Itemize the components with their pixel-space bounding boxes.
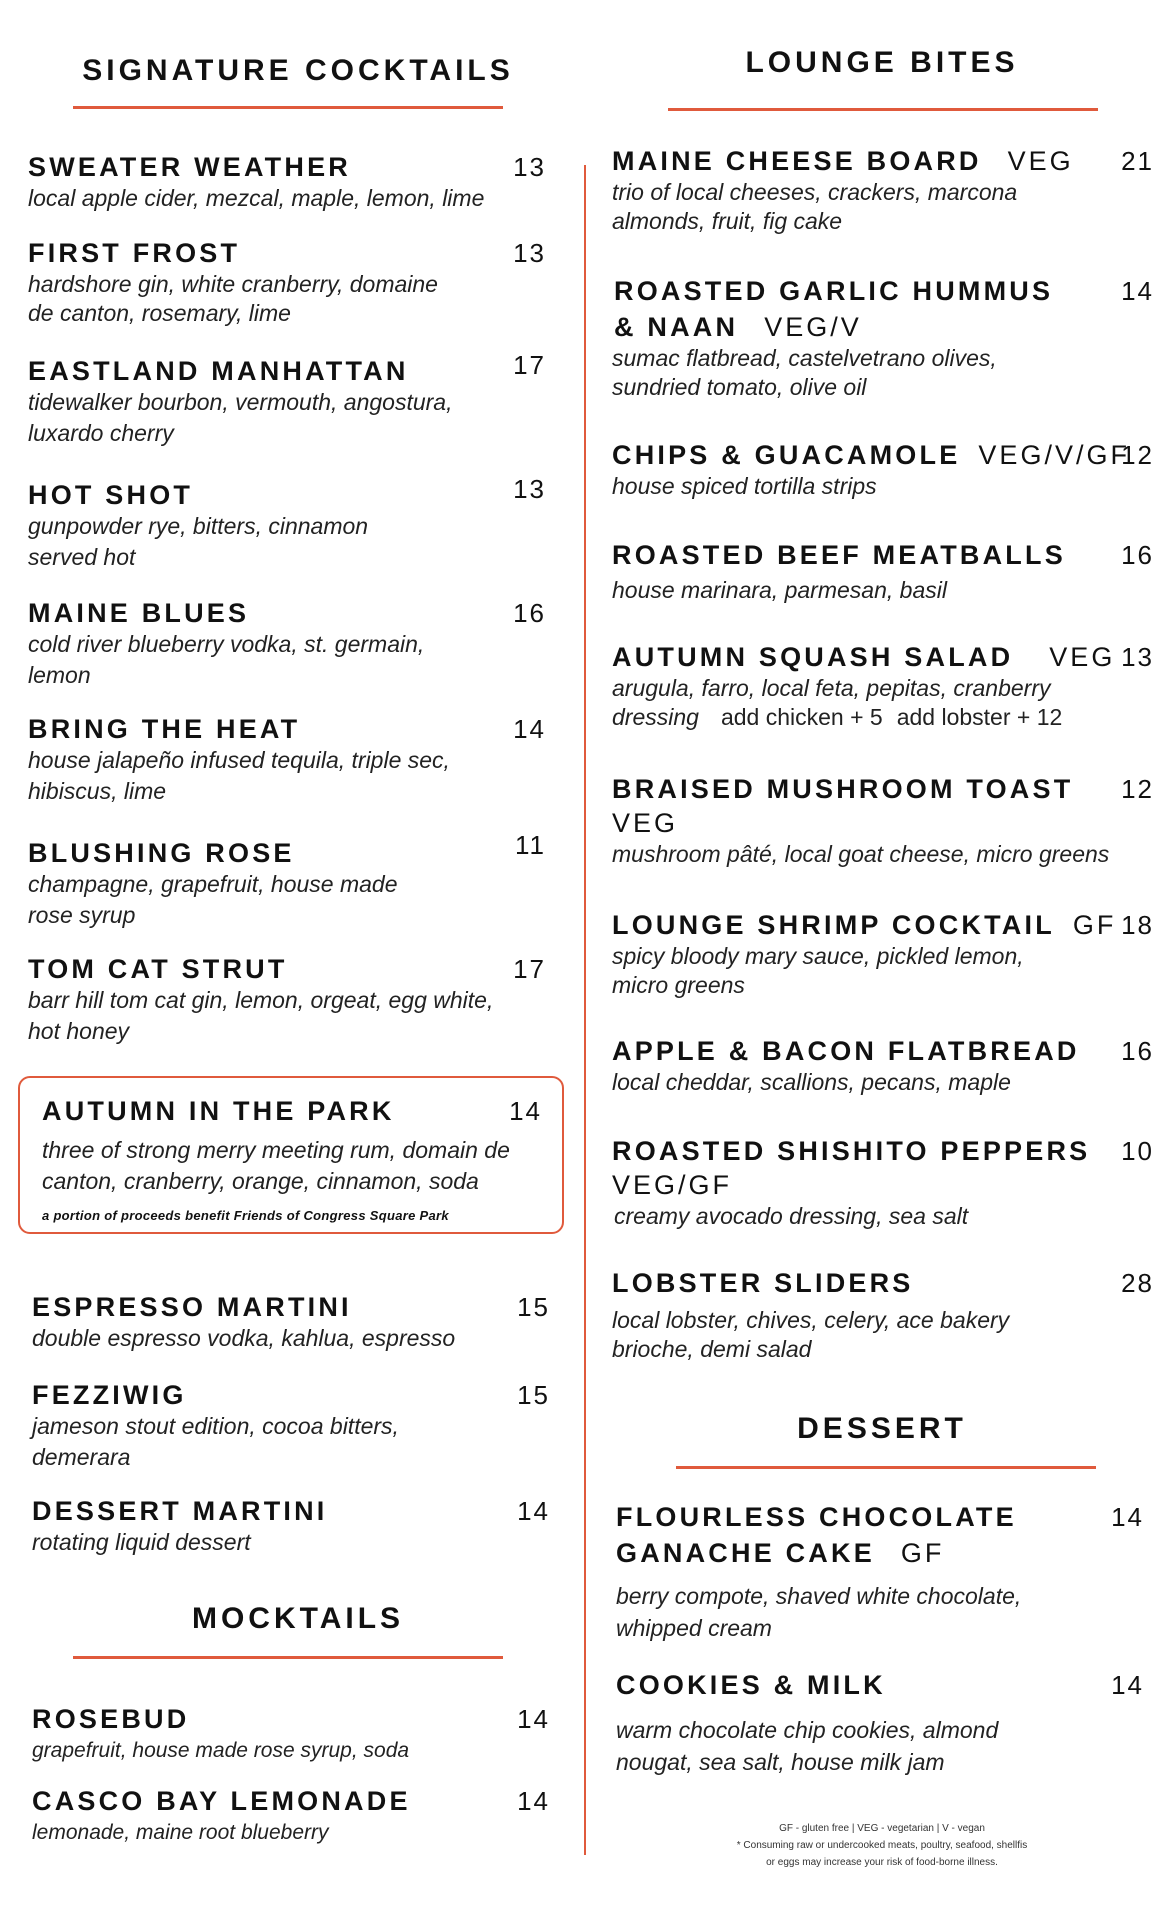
item-description: served hot [28, 544, 136, 570]
charity-note: a portion of proceeds benefit Friends of Congress Square Park [42, 1208, 449, 1223]
item-description: grapefruit, house made rose syrup, soda [32, 1739, 410, 1762]
item-name-text: MAINE CHEESE BOARD [612, 146, 982, 176]
item-price: 15 [517, 1292, 550, 1322]
item-price: 16 [513, 598, 546, 628]
item-description: gunpowder rye, bitters, cinnamon [28, 513, 369, 539]
item-price: 14 [517, 1496, 550, 1526]
item-description: house spiced tortilla strips [612, 473, 877, 499]
menu-item [612, 1668, 1160, 1778]
section-rule [676, 1466, 1096, 1469]
legend-line: GF - gluten free | VEG - vegetarian | V - vegan [779, 1823, 985, 1834]
item-price: 16 [1121, 540, 1154, 570]
item-description: almonds, fruit, fig cake [612, 208, 843, 234]
item-description: house marinara, parmesan, basil [612, 577, 947, 603]
item-description: sundried tomato, olive oil [612, 374, 867, 400]
item-price: 10 [1121, 1136, 1154, 1166]
menu-item [612, 538, 1160, 605]
item-name [612, 1536, 1160, 1570]
item-description: warm chocolate chip cookies, almond [616, 1717, 999, 1743]
item-description: demerara [32, 1444, 131, 1470]
item-description: nougat, sea salt, house milk jam [616, 1749, 945, 1775]
item-description: sumac flatbread, castelvetrano olives, [612, 345, 997, 371]
item-name: BRING THE HEAT [28, 714, 301, 744]
menu-item [612, 438, 1160, 501]
dietary-legend [672, 1820, 1092, 1871]
menu-item [612, 772, 1160, 869]
menu-item [28, 474, 568, 572]
menu-item [612, 144, 1160, 236]
menu-item [612, 1500, 1160, 1644]
add-on-option: add chicken + 5 [720, 704, 883, 730]
dietary-tag: VEG/V/GF [978, 440, 1130, 470]
item-description: hot honey [28, 1018, 130, 1044]
menu-item [612, 274, 1160, 402]
item-price: 17 [513, 954, 546, 984]
item-name: ESPRESSO MARTINI [32, 1292, 352, 1322]
menu-item [612, 640, 1160, 732]
item-price: 13 [513, 474, 546, 504]
item-name-text: LOUNGE SHRIMP COCKTAIL [612, 910, 1055, 940]
item-description-line [612, 703, 1160, 732]
item-price: 13 [513, 152, 546, 182]
item-description: jameson stout edition, cocoa bitters, [32, 1413, 399, 1439]
item-name: FIRST FROST [28, 238, 241, 268]
item-price: 11 [515, 830, 546, 860]
item-price: 14 [517, 1786, 550, 1816]
menu-item [28, 596, 568, 690]
item-description: spicy bloody mary sauce, pickled lemon, [612, 943, 1024, 969]
column-divider [584, 165, 586, 1855]
item-description: trio of local cheeses, crackers, marcona [612, 179, 1018, 205]
legend-line: or eggs may increase your risk of food-borne illness. [766, 1857, 998, 1868]
item-description: berry compote, shaved white chocolate, [616, 1583, 1022, 1609]
item-name [612, 640, 1160, 674]
menu-item [28, 1494, 568, 1557]
item-description: hardshore gin, white cranberry, domaine [28, 271, 438, 297]
item-name [612, 438, 1160, 472]
item-price: 14 [1111, 1502, 1144, 1532]
item-name: ROASTED SHISHITO PEPPERS [612, 1136, 1091, 1166]
item-price: 13 [513, 238, 546, 268]
item-name: AUTUMN IN THE PARK [42, 1096, 395, 1126]
section-rule [73, 1656, 503, 1659]
featured-cocktail-box [18, 1076, 564, 1234]
item-description: lemon [28, 662, 91, 688]
section-title-cocktails: SIGNATURE COCKTAILS [82, 54, 514, 87]
menu-item [612, 1034, 1160, 1097]
dietary-tag: GF [1072, 910, 1117, 940]
item-name: CASCO BAY LEMONADE [32, 1786, 411, 1816]
section-title-dessert: DESSERT [797, 1412, 967, 1445]
item-price: 16 [1121, 1036, 1154, 1066]
item-description: local lobster, chives, celery, ace bakery [612, 1307, 1010, 1333]
section-rule [668, 108, 1098, 111]
menu-item [28, 1784, 568, 1847]
item-name: DESSERT MARTINI [32, 1496, 328, 1526]
item-price: 28 [1121, 1268, 1154, 1298]
menu-item [612, 908, 1160, 1000]
item-description: local cheddar, scallions, pecans, maple [612, 1069, 1011, 1095]
item-description: barr hill tom cat gin, lemon, orgeat, egg white, [28, 987, 494, 1013]
section-title-lounge-bites: LOUNGE BITES [745, 46, 1019, 79]
section-title-mocktails: MOCKTAILS [191, 1602, 405, 1635]
item-description: cold river blueberry vodka, st. germain, [28, 631, 425, 657]
item-price: 18 [1121, 910, 1154, 940]
item-name-text: & NAAN [614, 312, 739, 342]
item-price: 14 [513, 714, 546, 744]
item-name: SWEATER WEATHER [28, 152, 351, 182]
item-description: local apple cider, mezcal, maple, lemon, lime [28, 185, 485, 211]
item-description: luxardo cherry [28, 420, 174, 446]
item-name: MAINE BLUES [28, 598, 250, 628]
item-name: LOBSTER SLIDERS [612, 1268, 914, 1298]
item-price: 14 [517, 1704, 550, 1734]
dietary-tag: VEG/V [764, 312, 862, 342]
item-name [612, 144, 1160, 178]
item-description: dressing [612, 704, 699, 730]
menu-item [612, 1266, 1160, 1364]
dietary-tag: GF [900, 1538, 945, 1568]
item-name: HOT SHOT [28, 480, 194, 510]
item-price: 21 [1121, 146, 1154, 176]
menu-item [28, 830, 568, 930]
item-name: EASTLAND MANHATTAN [28, 356, 409, 386]
item-name: FEZZIWIG [32, 1380, 187, 1410]
item-description: brioche, demi salad [612, 1336, 812, 1362]
add-on-option: add lobster + 12 [896, 704, 1063, 730]
item-description: rose syrup [28, 902, 136, 928]
dietary-tag: VEG [1049, 642, 1116, 672]
item-name: APPLE & BACON FLATBREAD [612, 1036, 1080, 1066]
item-price: 12 [1121, 440, 1154, 470]
item-description: tidewalker bourbon, vermouth, angostura, [28, 389, 453, 415]
item-description: canton, cranberry, orange, cinnamon, soda [42, 1168, 479, 1194]
section-rule [73, 106, 503, 109]
item-description: hibiscus, lime [28, 778, 167, 804]
menu-item-featured [42, 1094, 542, 1223]
menu-item [28, 712, 568, 806]
menu-item [28, 1378, 568, 1472]
menu-item [28, 150, 568, 213]
item-name-text: GANACHE CAKE [616, 1538, 875, 1568]
item-name: TOM CAT STRUT [28, 954, 288, 984]
item-description: whipped cream [616, 1615, 772, 1641]
item-description: rotating liquid dessert [32, 1529, 251, 1555]
dietary-tag: VEG/GF [612, 1170, 733, 1200]
item-price: 12 [1121, 774, 1154, 804]
item-name: ROSEBUD [32, 1704, 190, 1734]
menu-item [28, 1290, 568, 1353]
item-price: 14 [1111, 1670, 1144, 1700]
item-price: 13 [1121, 642, 1154, 672]
item-name: BLUSHING ROSE [28, 838, 295, 868]
item-name-text: AUTUMN SQUASH SALAD [612, 642, 1014, 672]
menu-item [28, 350, 568, 448]
item-name-text: CHIPS & GUACAMOLE [612, 440, 961, 470]
item-name: COOKIES & MILK [616, 1670, 886, 1700]
item-description: champagne, grapefruit, house made [28, 871, 398, 897]
item-price: 14 [1121, 276, 1154, 306]
item-name [612, 908, 1160, 942]
item-description: double espresso vodka, kahlua, espresso [32, 1325, 456, 1351]
item-name [612, 310, 1160, 344]
item-name: ROASTED GARLIC HUMMUS [614, 276, 1054, 306]
menu-item [28, 952, 568, 1046]
dietary-tag: VEG [1007, 146, 1074, 176]
item-name: BRAISED MUSHROOM TOAST [612, 774, 1074, 804]
item-description: mushroom pâté, local goat cheese, micro greens [612, 841, 1110, 867]
item-description: three of strong merry meeting rum, domain de [42, 1137, 510, 1163]
item-description: micro greens [612, 972, 745, 998]
dietary-tag: VEG [612, 808, 679, 838]
legend-line: * Consuming raw or undercooked meats, poultry, seafood, shellfis [736, 1840, 1028, 1851]
item-price: 17 [513, 350, 546, 380]
item-description: lemonade, maine root blueberry [32, 1821, 329, 1844]
item-description: creamy avocado dressing, sea salt [614, 1203, 969, 1229]
menu-item [28, 1702, 568, 1765]
menu-item [612, 1134, 1160, 1231]
item-description: de canton, rosemary, lime [28, 300, 291, 326]
menu-item [28, 236, 568, 328]
item-description: house jalapeño infused tequila, triple sec, [28, 747, 450, 773]
item-price: 15 [517, 1380, 550, 1410]
item-name: FLOURLESS CHOCOLATE [616, 1502, 1017, 1532]
item-description: arugula, farro, local feta, pepitas, cranberry [612, 675, 1051, 701]
item-name: ROASTED BEEF MEATBALLS [612, 540, 1066, 570]
item-price: 14 [509, 1096, 542, 1126]
